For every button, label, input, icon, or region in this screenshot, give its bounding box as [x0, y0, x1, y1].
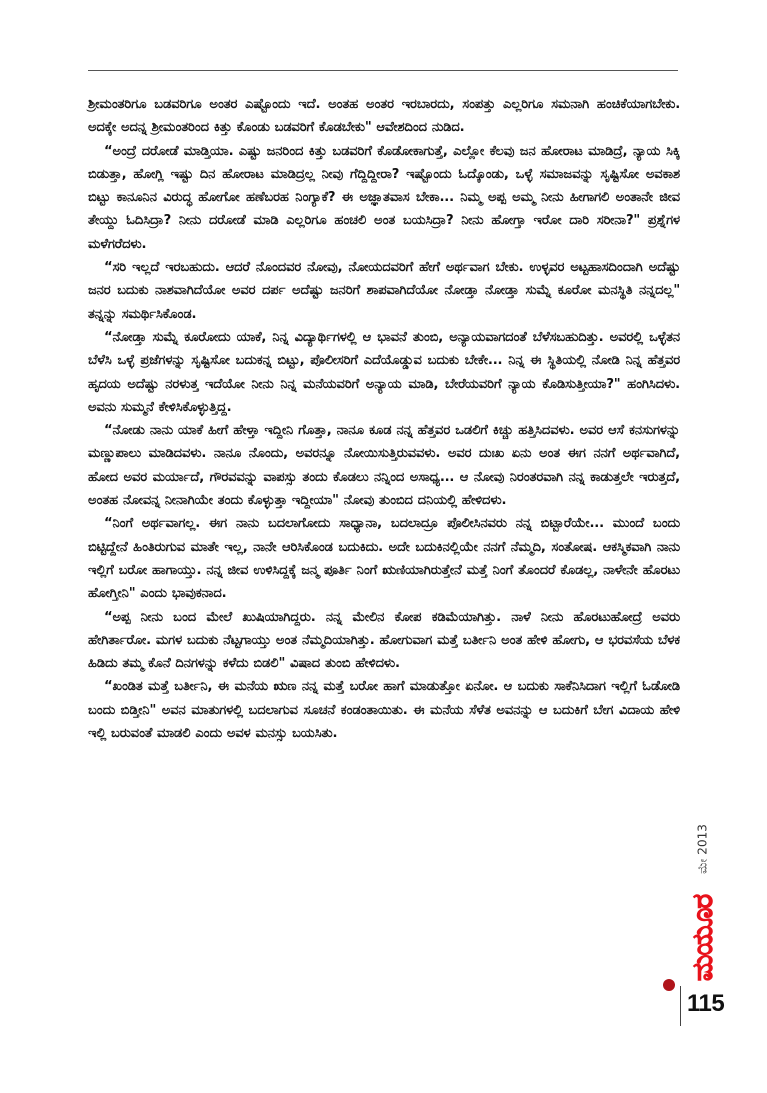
- page-number: 115: [687, 990, 725, 1017]
- paragraph: “ನಿಂಗೆ ಅರ್ಥವಾಗಲ್ಲ. ಈಗ ನಾನು ಬದಲಾಗೋದು ಸಾಧ್ಯಾನಾ, ಬದಲಾದ್ರೂ ಪೊಲೀಸಿನವರು ನನ್ನ ಬಿಟ್ಬಾರೆಯೇ... ಮುಂದೆ ಬಂದು ಬಿಟ್ಟಿದ್ದೇನೆ ಹಿಂತಿರುಗುವ ಮಾತೇ ಇಲ್ಲ, ನಾನೇ ಆರಿಸಿಕೊಂಡ ಬದುಕಿದು. ಅದೇ ಬದುಕಿನಲ್ಲಿಯೇ ನನಗೆ ನೆಮ್ಮದಿ, ಸಂತೋಷ. ಆಕಸ್ಮಿಕವಾಗಿ ನಾನು ಇಲ್ಲಿಗೆ ಬರೋ ಹಾಗಾಯ್ತು. ನನ್ನ ಜೀವ ಉಳಿಸಿದ್ದಕ್ಕೆ ಜನ್ಮ ಪೂರ್ತಿ ನಿಂಗೆ ಋಣಿಯಾಗಿರುತ್ತೇನೆ ಮತ್ತೆ ನಿಂಗೆ ತೊಂದರೆ ಕೊಡಲ್ಲ, ನಾಳೇನೇ ಹೊರಟು ಹೋಗ್ತೀನಿ" ಎಂದು ಭಾವುಕನಾದ.: [88, 516, 680, 602]
- top-divider: [88, 70, 678, 71]
- bullet-dot-icon: [663, 979, 675, 991]
- paragraph: “ನೋಡ್ತಾ ಸುಮ್ನೆ ಕೂರೋದು ಯಾಕೆ, ನಿನ್ನ ವಿದ್ಯಾರ್ಥಿಗಳಲ್ಲಿ ಆ ಭಾವನೆ ತುಂಬಿ, ಅನ್ಯಾಯವಾಗದಂತೆ ಬೆಳೆಸಬಹುದಿತ್ತು. ಅವರಲ್ಲಿ ಒಳ್ಳೆತನ ಬೆಳೆಸಿ ಒಳ್ಳೆ ಪ್ರಜೆಗಳನ್ನು ಸೃಷ್ಟಿಸೋ ಬದುಕನ್ನ ಬಿಟ್ಟು, ಪೊಲೀಸರಿಗೆ ಎದೆಯೊಡ್ಡುವ ಬದುಕು ಬೇಕೇ... ನಿನ್ನ ಈ ಸ್ಥಿತಿಯಲ್ಲಿ ನೋಡಿ ನಿನ್ನ ಹೆತ್ತವರ ಹೃದಯ ಅದೆಷ್ಟು ನರಳುತ್ತ ಇದೆಯೋ ನೀನು ನಿನ್ನ ಮನೆಯವರಿಗೆ ಅನ್ಯಾಯ ಮಾಡಿ, ಬೇರೆಯವರಿಗೆ ನ್ಯಾಯ ಕೊಡಿಸುತ್ತೀಯಾ?" ಹಂಗಿಸಿದಳು. ಅವನು ಸುಮ್ಮನೆ ಕೇಳಿಸಿಕೊಳ್ಳುತ್ತಿದ್ದ.: [88, 329, 680, 415]
- paragraph: “ಸರಿ ಇಲ್ಲದೆ ಇರಬಹುದು. ಆದರೆ ನೊಂದವರ ನೋವು, ನೋಯದವರಿಗೆ ಹೇಗೆ ಅರ್ಥವಾಗ ಬೇಕು. ಉಳ್ಳವರ ಅಟ್ಟಹಾಸದಿಂದಾಗಿ ಅದೆಷ್ಟು ಜನರ ಬದುಕು ನಾಶವಾಗಿದೆಯೋ ಅವರ ದರ್ಪ ಅದೆಷ್ಟು ಜನರಿಗೆ ಶಾಪವಾಗಿದೆಯೋ ನೋಡ್ತಾ ನೋಡ್ತಾ ಸುಮ್ನೆ ಕೂರೋ ಮನಸ್ಥಿತಿ ನನ್ನದಲ್ಲ" ತನ್ನನ್ನು ಸಮರ್ಥಿಸಿಕೊಂಡ.: [88, 260, 680, 322]
- paragraph: “ಖಂಡಿತ ಮತ್ತೆ ಬರ್ತೀನಿ, ಈ ಮನೆಯ ಋಣ ನನ್ನ ಮತ್ತೆ ಬರೋ ಹಾಗೆ ಮಾಡುತ್ತೋ ಏನೋ. ಆ ಬದುಕು ಸಾಕೆನಿಸಿದಾಗ ಇಲ್ಲಿಗೆ ಓಡೋಡಿ ಬಂದು ಬಿಡ್ತೀನಿ" ಅವನ ಮಾತುಗಳಲ್ಲಿ ಬದಲಾಗುವ ಸೂಚನೆ ಕಂಡಂತಾಯಿತು. ಈ ಮನೆಯ ಸೆಳೆತ ಅವನನ್ನು ಆ ಬದುಕಿಗೆ ಬೇಗ ವಿದಾಯ ಹೇಳಿ ಇಲ್ಲಿ ಬರುವಂತೆ ಮಾಡಲಿ ಎಂದು ಅವಳ ಮನಸ್ಸು ಬಯಸಿತು.: [88, 679, 680, 742]
- magazine-name: ಮಯೂರ: [686, 894, 719, 982]
- paragraph: “ಅಂದ್ರೆ ದರೋಡೆ ಮಾಡ್ತಿಯಾ. ಎಷ್ಟು ಜನರಿಂದ ಕಿತ್ತು ಬಡವರಿಗೆ ಕೊಡೋಕಾಗುತ್ತೆ, ಎಲ್ಲೋ ಕೆಲವು ಜನ ಹೋರಾಟ ಮಾಡಿದ್ರೆ, ನ್ಯಾಯ ಸಿಕ್ಕಿ ಬಿಡುತ್ತಾ, ಹೋಗ್ಲಿ ಇಷ್ಟು ದಿನ ಹೋರಾಟ ಮಾಡಿದ್ರಲ್ಲ ನೀವು ಗೆದ್ದಿದ್ದೀರಾ? ಇಷ್ಟೊಂದು ಓದ್ಕೊಂಡು, ಒಳ್ಳೆ ಸಮಾಜವನ್ನು ಸೃಷ್ಟಿಸೋ ಅವಕಾಶ ಬಿಟ್ಟು ಕಾನೂನಿನ ವಿರುದ್ಧ ಹೋಗೋ ಹಣೆಬರಹ ನಿಂಗ್ಯಾಕೆ? ಈ ಅಜ್ಞಾತವಾಸ ಬೇಕಾ... ನಿಮ್ಮ ಅಪ್ಪ ಅಮ್ಮ ನೀನು ಹೀಗಾಗಲಿ ಅಂತಾನೇ ಜೀವ ತೇಯ್ದು ಓದಿಸಿದ್ರಾ? ನೀನು ದರೋಡೆ ಮಾಡಿ ಎಲ್ಲರಿಗೂ ಹಂಚಲಿ ಅಂತ ಬಯಸಿದ್ರಾ? ನೀನು ಹೋಗ್ತಾ ಇರೋ ದಾರಿ ಸರೀನಾ?" ಪ್ರಶ್ನೆಗಳ ಮಳೆಗರೆದಳು.: [88, 143, 680, 252]
- issue-date: [686, 808, 720, 890]
- magazine-logo: [686, 896, 720, 980]
- story-text: [88, 93, 680, 745]
- paragraph: ಶ್ರೀಮಂತರಿಗೂ ಬಡವರಿಗೂ ಅಂತರ ಎಷ್ಟೊಂದು ಇದೆ. ಅಂತಹ ಅಂತರ ಇರಬಾರದು, ಸಂಪತ್ತು ಎಲ್ಲರಿಗೂ ಸಮನಾಗಿ ಹಂಚಿಕೆಯಾಗಬೇಕು. ಅದಕ್ಕೇ ಅದನ್ನ ಶ್ರೀಮಂತರಿಂದ ಕಿತ್ತು ಕೊಂಡು ಬಡವರಿಗೆ ಕೊಡಬೇಕು" ಆವೇಶದಿಂದ ನುಡಿದ.: [88, 97, 680, 136]
- paragraph: “ಅಪ್ಪ ನೀನು ಬಂದ ಮೇಲೆ ಖುಷಿಯಾಗಿದ್ದರು. ನನ್ನ ಮೇಲಿನ ಕೋಪ ಕಡಿಮೆಯಾಗಿತ್ತು. ನಾಳೆ ನೀನು ಹೊರಟುಹೋದ್ರೆ ಅವರು ಹೇಗಿರ್ತಾರೋ. ಮಗಳ ಬದುಕು ನೆಟ್ಟಗಾಯ್ತು ಅಂತ ನೆಮ್ಮದಿಯಾಗಿತ್ತು. ಹೋಗುವಾಗ ಮತ್ತೆ ಬರ್ತೀನಿ ಅಂತ ಹೇಳಿ ಹೋಗು, ಆ ಭರವಸೆಯ ಬೆಳಕ ಹಿಡಿದು ತಮ್ಮ ಕೊನೆ ದಿನಗಳನ್ನು ಕಳೆದು ಬಿಡಲಿ" ವಿಷಾದ ತುಂಬಿ ಹೇಳಿದಳು.: [88, 609, 680, 672]
- paragraph: “ನೋಡು ನಾನು ಯಾಕೆ ಹೀಗೆ ಹೇಳ್ತಾ ಇದ್ದೀನಿ ಗೊತ್ತಾ, ನಾನೂ ಕೂಡ ನನ್ನ ಹೆತ್ತವರ ಒಡಲಿಗೆ ಕಿಚ್ಚು ಹತ್ತಿಸಿದವಳು. ಅವರ ಆಸೆ ಕನಸುಗಳನ್ನು ಮಣ್ಣುಪಾಲು ಮಾಡಿದವಳು. ನಾನೂ ನೊಂದು, ಅವರನ್ನೂ ನೋಯಿಸುತ್ತಿರುವವಳು. ಅವರ ದುಃಖ ಏನು ಅಂತ ಈಗ ನನಗೆ ಅರ್ಥವಾಗಿದೆ, ಹೋದ ಅವರ ಮರ್ಯಾದೆ, ಗೌರವವನ್ನು ವಾಪಸ್ಸು ತಂದು ಕೊಡಲು ನನ್ನಿಂದ ಅಸಾಧ್ಯ... ಆ ನೋವು ನಿರಂತರವಾಗಿ ನನ್ನ ಕಾಡುತ್ತಲೇ ಇರುತ್ತದೆ, ಅಂತಹ ನೋವನ್ನ ನೀನಾಗಿಯೇ ತಂದು ಕೊಳ್ಳುತ್ತಾ ಇದ್ದೀಯಾ" ನೋವು ತುಂಬಿದ ದನಿಯಲ್ಲಿ ಹೇಳಿದಳು.: [88, 423, 680, 509]
- issue-date-text: ಮೇ 2013: [695, 824, 710, 874]
- magazine-sidebar: [686, 808, 720, 986]
- side-divider: [680, 986, 681, 1026]
